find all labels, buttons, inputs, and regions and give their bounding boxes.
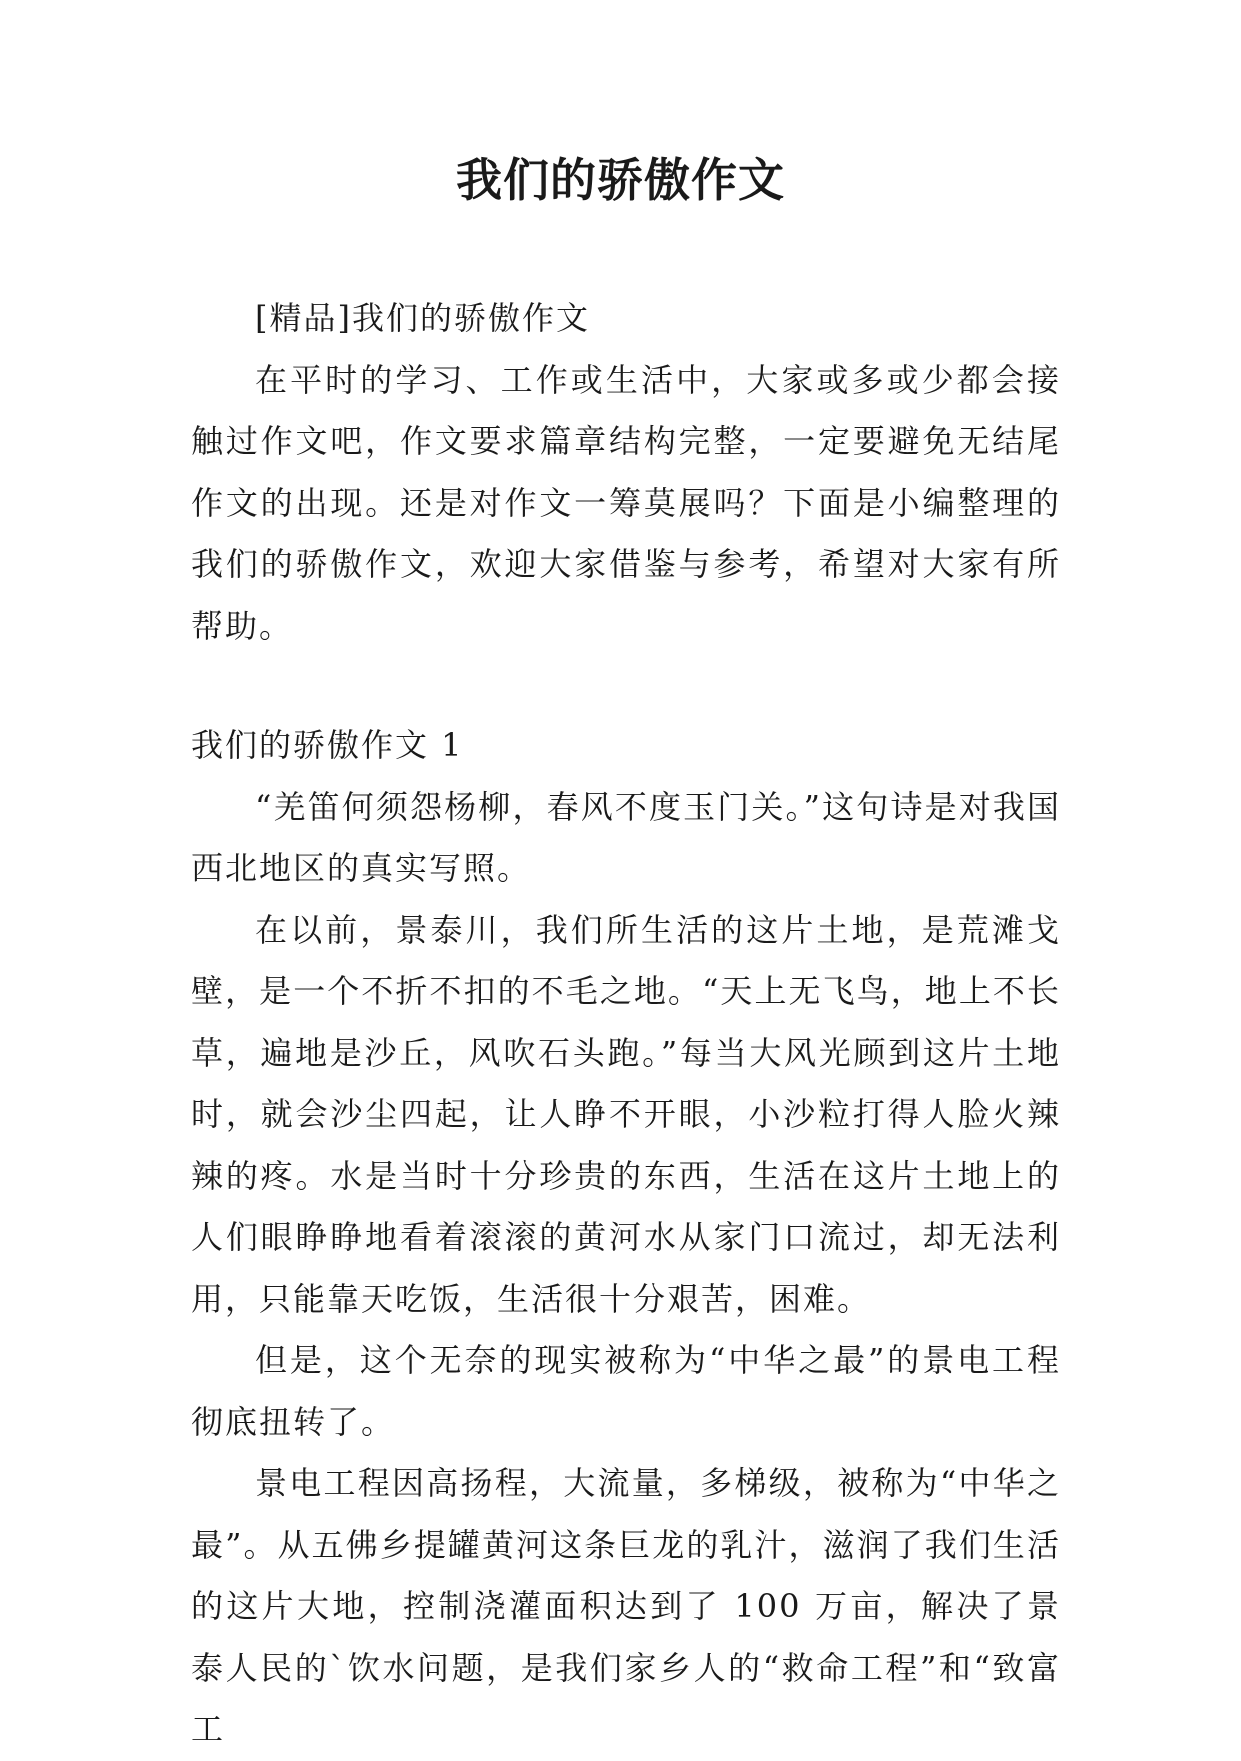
document-title: 我们的骄傲作文 <box>456 153 785 207</box>
intro-label-paragraph: [精品]我们的骄傲作文 <box>255 299 590 337</box>
poem-paragraph: “羌笛何须怨杨柳，春风不度玉门关。”这句诗是对我国西北地区的真实写照。 <box>191 787 1061 887</box>
intro-paragraph: 在平时的学习、工作或生活中，大家或多或少都会接触过作文吧，作文要求篇章结构完整，一定要避免无结尾作文的出现。还是对作文一筹莫展吗？下面是小编整理的我们的骄傲作文，欢迎大家借鉴与参考，希望对大家有所帮助。 <box>191 360 1061 645</box>
project-paragraph: 景电工程因高扬程，大流量，多梯级，被称为“中华之最”。从五佛乡提罐黄河这条巨龙的乳汁，滋润了我们生活的这片大地，控制浇灌面积达到了 100 万亩，解决了景泰人民的`饮水问题，是我们家乡人的“救命工程”和“致富工 <box>191 1464 1061 1748</box>
document-body <box>191 288 1061 1761</box>
turning-point-paragraph: 但是，这个无奈的现实被称为“中华之最”的景电工程彻底扭转了。 <box>191 1341 1061 1441</box>
section-heading: 我们的骄傲作文 1 <box>191 726 464 764</box>
history-paragraph: 在以前，景泰川，我们所生活的这片土地，是荒滩戈壁，是一个不折不扣的不毛之地。“天上无飞鸟，地上不长草，遍地是沙丘，风吹石头跑。”每当大风光顾到这片土地时，就会沙尘四起，让人睁不开眼，小沙粒打得人脸火辣辣的疼。水是当时十分珍贵的东西，生活在这片土地上的人们眼睁睁地看着滚滚的黄河水从家门口流过，却无法利用，只能靠天吃饭，生活很十分艰苦，困难。 <box>191 910 1061 1318</box>
